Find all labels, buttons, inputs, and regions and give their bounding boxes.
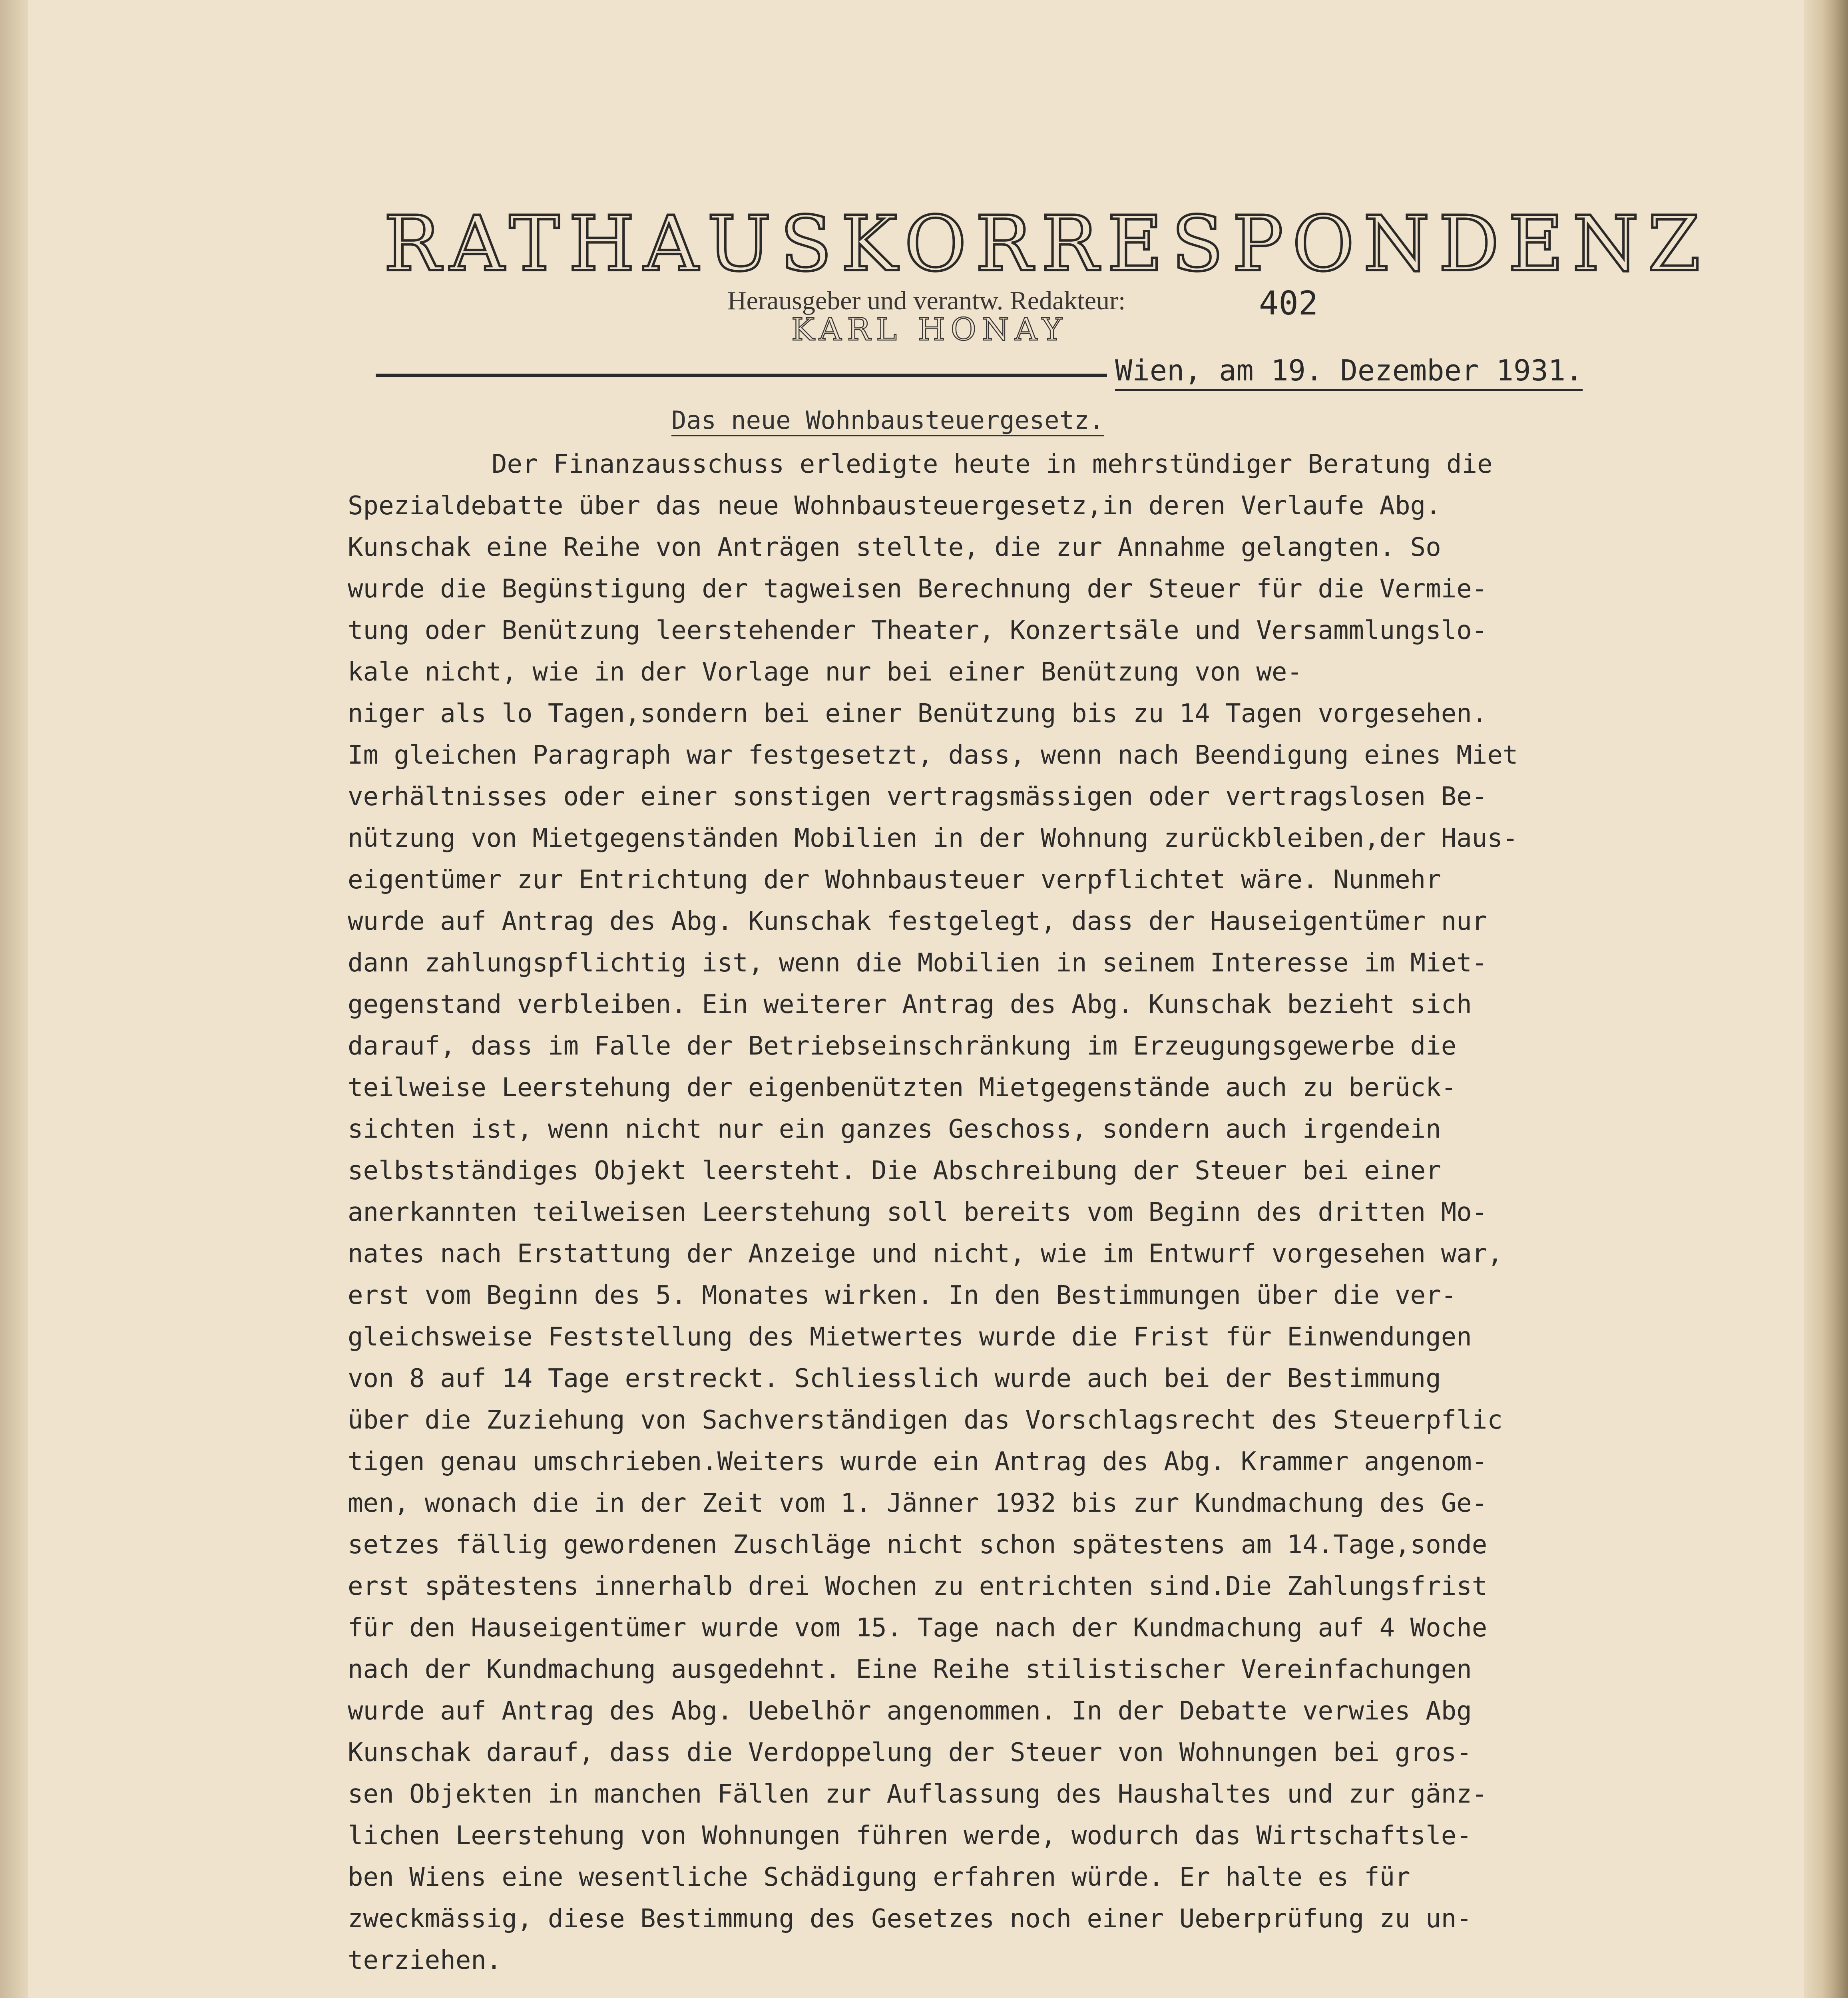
- text-line: eigentümer zur Entrichtung der Wohnbausteuer verpflichtet wäre. Nunmehr: [348, 865, 1441, 895]
- text-line: gegenstand verbleiben. Ein weiterer Antrag des Abg. Kunschak bezieht sich: [348, 990, 1472, 1019]
- text-line: lichen Leerstehung von Wohnungen führen werde, wodurch das Wirtschaftsle-: [348, 1821, 1472, 1851]
- paragraph-gap: [348, 1981, 1555, 1998]
- text-line: anerkannten teilweisen Leerstehung soll bereits vom Beginn des dritten Mo-: [348, 1198, 1488, 1227]
- page-number: 402: [1259, 285, 1318, 322]
- header-rule: [376, 374, 1107, 377]
- text-line: wurde auf Antrag des Abg. Uebelhör angenommen. In der Debatte verwies Abg: [348, 1696, 1472, 1726]
- text-line: nützung von Mietgegenständen Mobilien in der Wohnung zurückbleiben,der Haus-: [348, 824, 1518, 853]
- text-line: sen Objekten in manchen Fällen zur Auflassung des Haushaltes und zur gänz-: [348, 1779, 1488, 1809]
- text-line: Kunschak darauf, dass die Verdoppelung der Steuer von Wohnungen bei gros-: [348, 1738, 1472, 1767]
- text-line: verhältnisses oder einer sonstigen vertragsmässigen oder vertragslosen Be-: [348, 782, 1488, 812]
- text-line: setzes fällig gewordenen Zuschläge nicht schon spätestens am 14.Tage,sonde: [348, 1530, 1488, 1560]
- publisher-line: Herausgeber und verantw. Redakteur:: [727, 286, 1126, 315]
- text-line: tung oder Benützung leerstehender Theater, Konzertsäle und Versammlungslo-: [348, 616, 1488, 645]
- text-line: teilweise Leerstehung der eigenbenützten Mietgegenstände auch zu berück-: [348, 1073, 1457, 1102]
- text-line: für den Hauseigentümer wurde vom 15. Tage nach der Kundmachung auf 4 Woche: [348, 1613, 1488, 1643]
- text-line: ben Wiens eine wesentliche Schädigung erfahren würde. Er halte es für: [348, 1863, 1410, 1892]
- text-line: men, wonach die in der Zeit vom 1. Jänner 1932 bis zur Kundmachung des Ge-: [348, 1489, 1488, 1518]
- text-line: wurde auf Antrag des Abg. Kunschak festgelegt, dass der Hauseigentümer nur: [348, 907, 1488, 936]
- text-line: von 8 auf 14 Tage erstreckt. Schliesslich wurde auch bei der Bestimmung: [348, 1364, 1441, 1393]
- text-line: darauf, dass im Falle der Betriebseinschränkung im Erzeugungsgewerbe die: [348, 1031, 1457, 1061]
- text-line: Spezialdebatte über das neue Wohnbausteuergesetz,in deren Verlaufe Abg.: [348, 491, 1441, 521]
- text-line: dann zahlungspflichtig ist, wenn die Mobilien in seinem Interesse im Miet-: [348, 948, 1488, 978]
- text-line: Kunschak eine Reihe von Anträgen stellte, die zur Annahme gelangten. So: [348, 533, 1441, 562]
- text-line: nach der Kundmachung ausgedehnt. Eine Reihe stilistischer Vereinfachungen: [348, 1655, 1472, 1684]
- text-line: zweckmässig, diese Bestimmung des Gesetzes noch einer Ueberprüfung zu un-: [348, 1904, 1472, 1934]
- page-edge: [1804, 0, 1848, 1998]
- text-line: erst vom Beginn des 5. Monates wirken. In den Bestimmungen über die ver-: [348, 1281, 1457, 1310]
- text-line: wurde die Begünstigung der tagweisen Berechnung der Steuer für die Vermie-: [348, 574, 1488, 604]
- text-line: kale nicht, wie in der Vorlage nur bei einer Benützung von we-: [348, 657, 1302, 687]
- text-line: gleichsweise Feststellung des Mietwertes wurde die Frist für Einwendungen: [348, 1322, 1472, 1352]
- text-line: erst spätestens innerhalb drei Wochen zu entrichten sind.Die Zahlungsfrist: [348, 1572, 1488, 1601]
- text-line: nates nach Erstattung der Anzeige und nicht, wie im Entwurf vorgesehen war,: [348, 1239, 1503, 1269]
- text-line: sichten ist, wenn nicht nur ein ganzes Geschoss, sondern auch irgendein: [348, 1114, 1441, 1144]
- article-heading: Das neue Wohnbausteuergesetz.: [671, 406, 1104, 436]
- text-line: niger als lo Tagen,sondern bei einer Benützung bis zu 14 Tagen vorgesehen.: [348, 699, 1488, 728]
- text-line: Der Finanzausschuss erledigte heute in mehrstündiger Beratung die: [492, 450, 1493, 479]
- text-line: Im gleichen Paragraph war festgesetzt, dass, wenn nach Beendigung eines Miet: [348, 740, 1518, 770]
- issue-date: Wien, am 19. Dezember 1931.: [1115, 354, 1583, 391]
- text-line: tigen genau umschrieben.Weiters wurde ein Antrag des Abg. Krammer angenom-: [348, 1447, 1488, 1477]
- binding-edge: [0, 0, 28, 1998]
- article-body: [348, 444, 1555, 1998]
- text-line: über die Zuziehung von Sachverständigen das Vorschlagsrecht des Steuerpflic: [348, 1405, 1503, 1435]
- text-line: terziehen.: [348, 1946, 502, 1975]
- editor-name: KARL HONAY: [791, 312, 1068, 348]
- masthead-title: RATHAUSKORRESPONDENZ: [384, 200, 1709, 288]
- text-line: selbstständiges Objekt leersteht. Die Abschreibung der Steuer bei einer: [348, 1156, 1441, 1186]
